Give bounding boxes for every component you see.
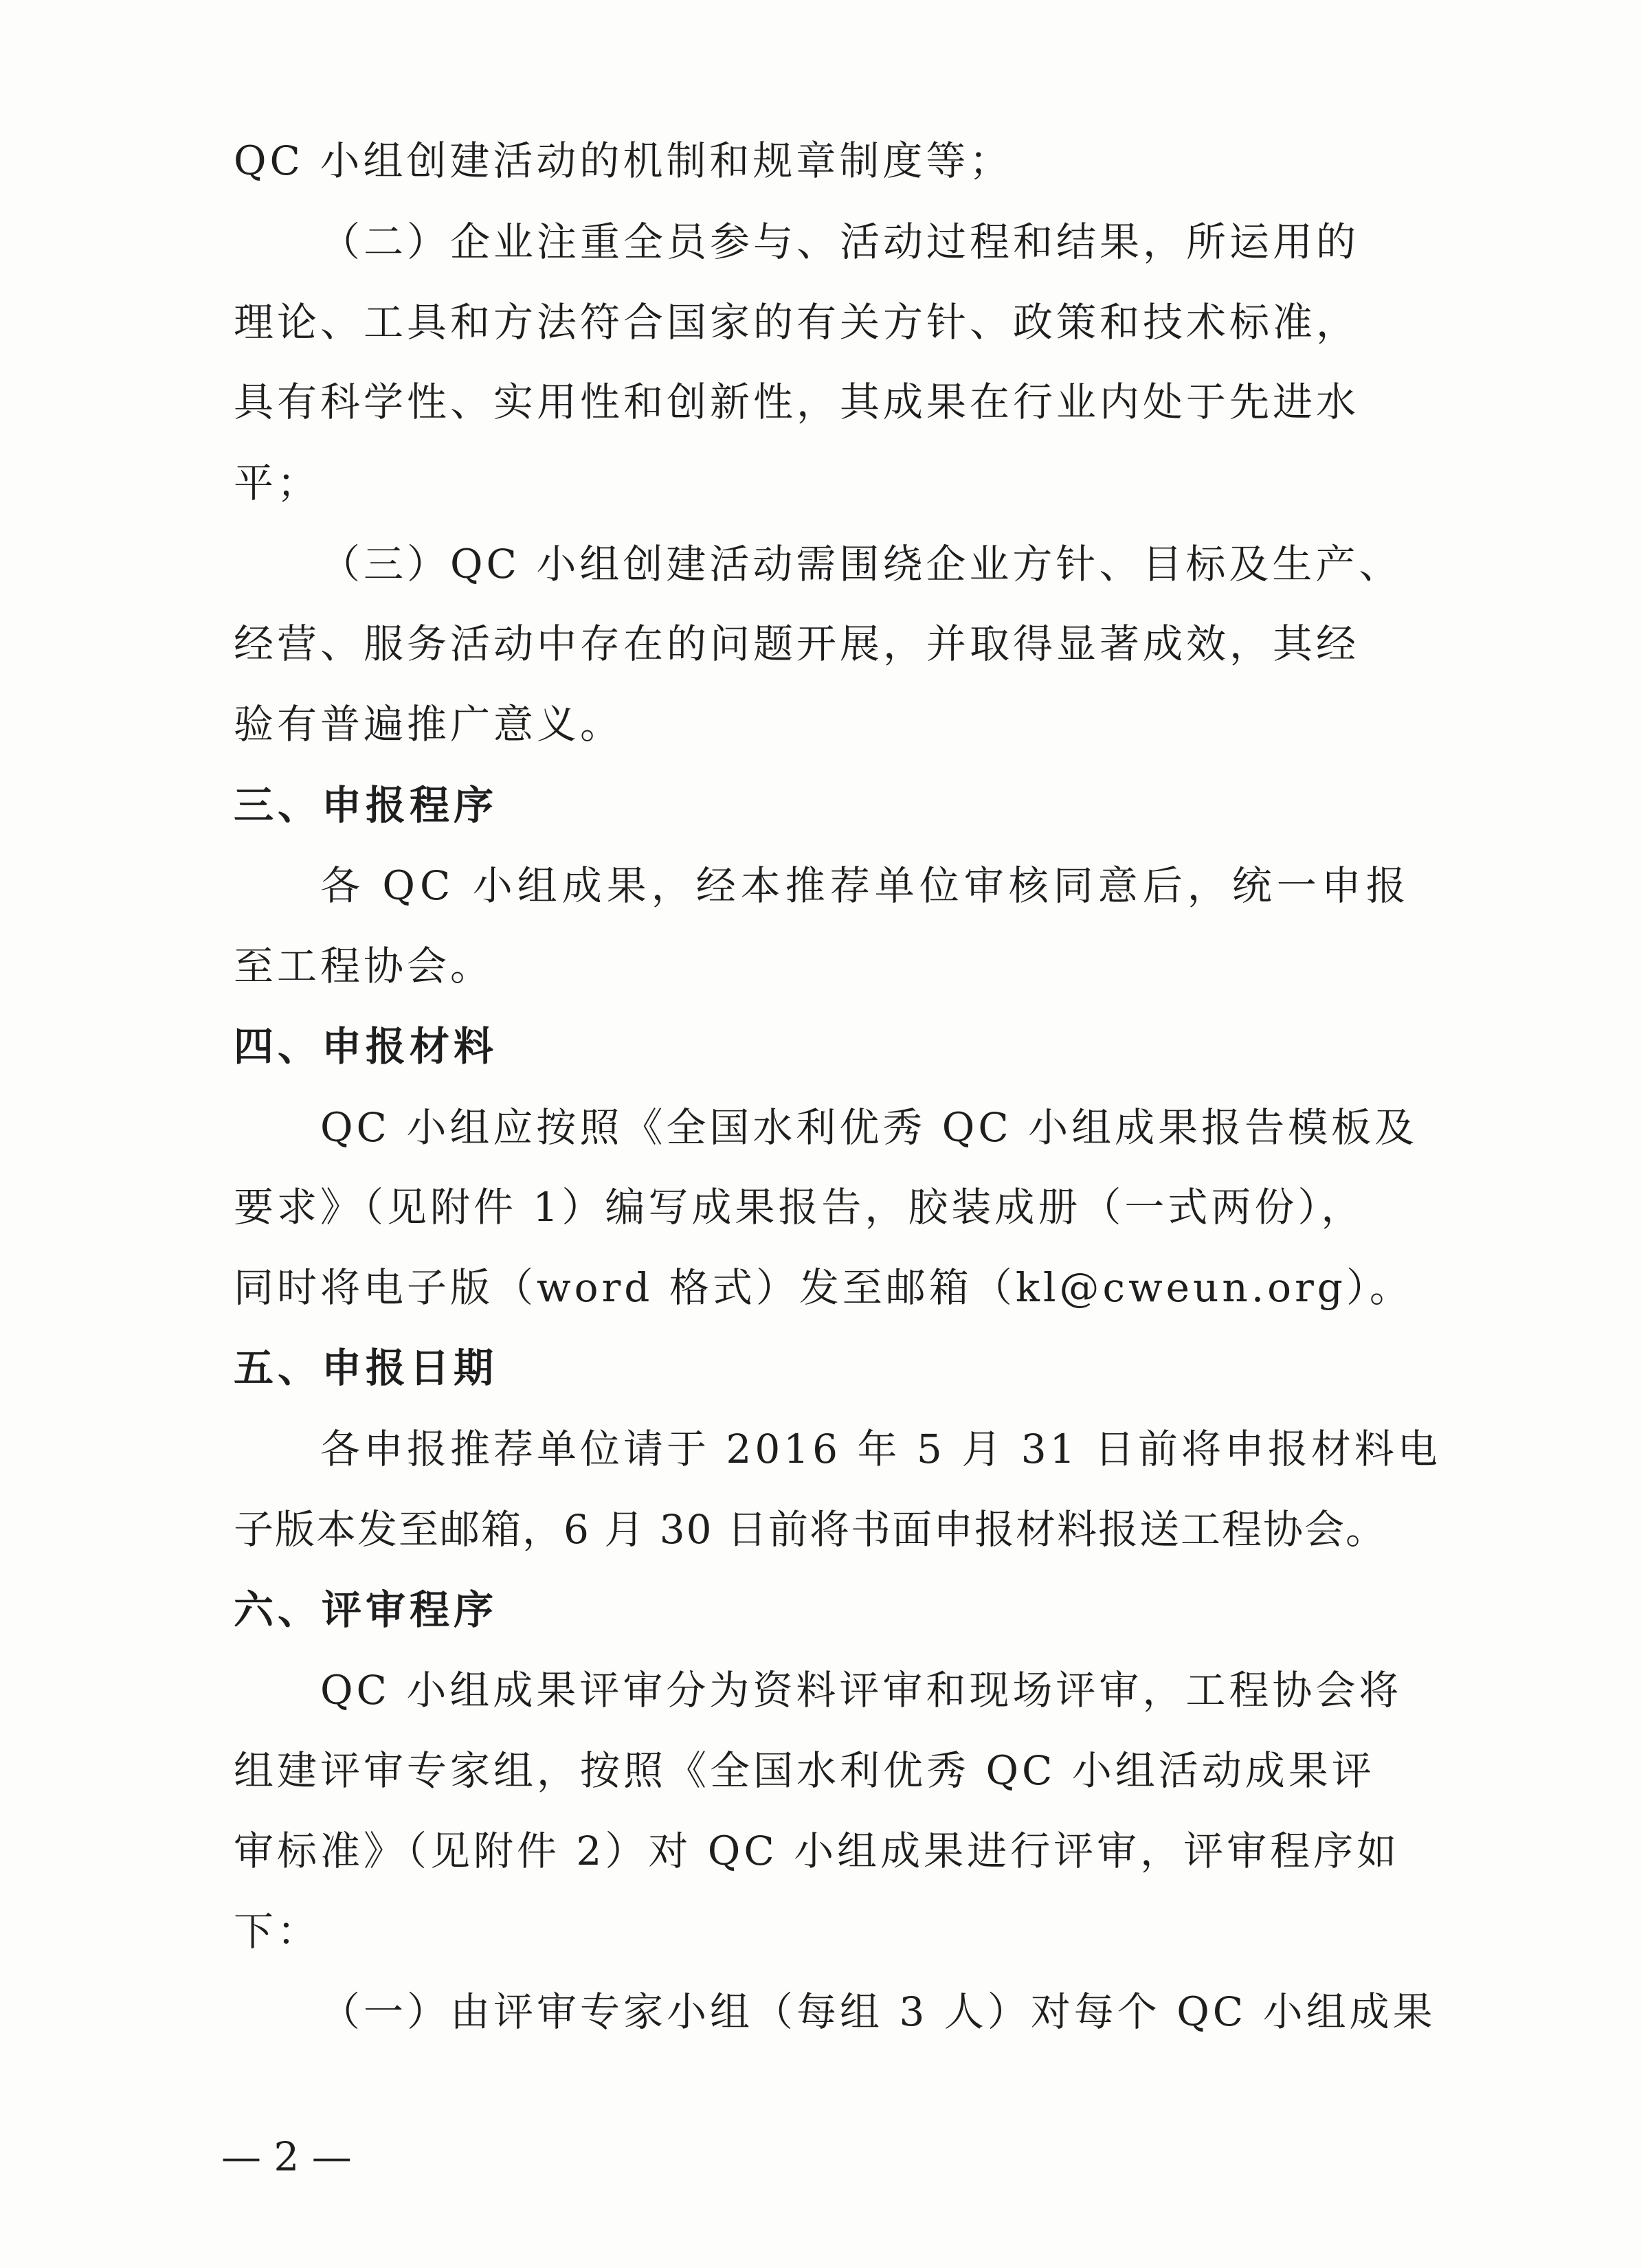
section-heading-4: 四、申报材料	[234, 1023, 498, 1070]
body-text-line: QC 小组成果评审分为资料评审和现场评审，工程协会将	[320, 1667, 1403, 1714]
section-heading-3: 三、申报程序	[234, 782, 498, 829]
page-number: — 2 —	[221, 2133, 352, 2180]
body-text-line: 要求》（见附件 1）编写成果报告，胶装成册（一式两份），	[234, 1184, 1365, 1231]
body-text-line: 组建评审专家组，按照《全国水利优秀 QC 小组活动成果评	[234, 1747, 1375, 1794]
body-text-line: 具有科学性、实用性和创新性，其成果在行业内处于先进水	[234, 379, 1360, 425]
body-text-line: 经营、服务活动中存在的问题开展，并取得显著成效，其经	[234, 620, 1360, 667]
body-text-line: 理论、工具和方法符合国家的有关方针、政策和技术标准，	[234, 299, 1360, 346]
body-text-line: 审标准》（见附件 2）对 QC 小组成果进行评审，评审程序如	[234, 1828, 1400, 1874]
body-text-line: 子版本发至邮箱，6 月 30 日前将书面申报材料报送工程协会。	[234, 1506, 1387, 1553]
body-text-line: QC 小组应按照《全国水利优秀 QC 小组成果报告模板及	[320, 1104, 1418, 1151]
body-text-line: 下：	[234, 1908, 321, 1955]
body-text-line: （三）QC 小组创建活动需围绕企业方针、目标及生产、	[320, 541, 1403, 587]
body-text-line: 各 QC 小组成果，经本推荐单位审核同意后，统一申报	[320, 862, 1411, 909]
body-text-line: 验有普遍推广意义。	[234, 701, 624, 748]
body-text-line: （一）由评审专家小组（每组 3 人）对每个 QC 小组成果	[320, 1988, 1436, 2035]
body-text-line: 至工程协会。	[234, 943, 494, 989]
body-text-line: QC 小组创建活动的机制和规章制度等；	[234, 137, 1013, 184]
section-heading-5: 五、申报日期	[234, 1345, 498, 1391]
body-text-line: （二）企业注重全员参与、活动过程和结果，所运用的	[320, 218, 1360, 265]
body-text-line: 同时将电子版（word 格式）发至邮箱（kl@cweun.org）。	[234, 1264, 1413, 1311]
section-heading-6: 六、评审程序	[234, 1586, 498, 1633]
body-text-line: 平；	[234, 460, 321, 506]
body-text-line: 各申报推荐单位请于 2016 年 5 月 31 日前将申报材料电	[320, 1426, 1441, 1472]
